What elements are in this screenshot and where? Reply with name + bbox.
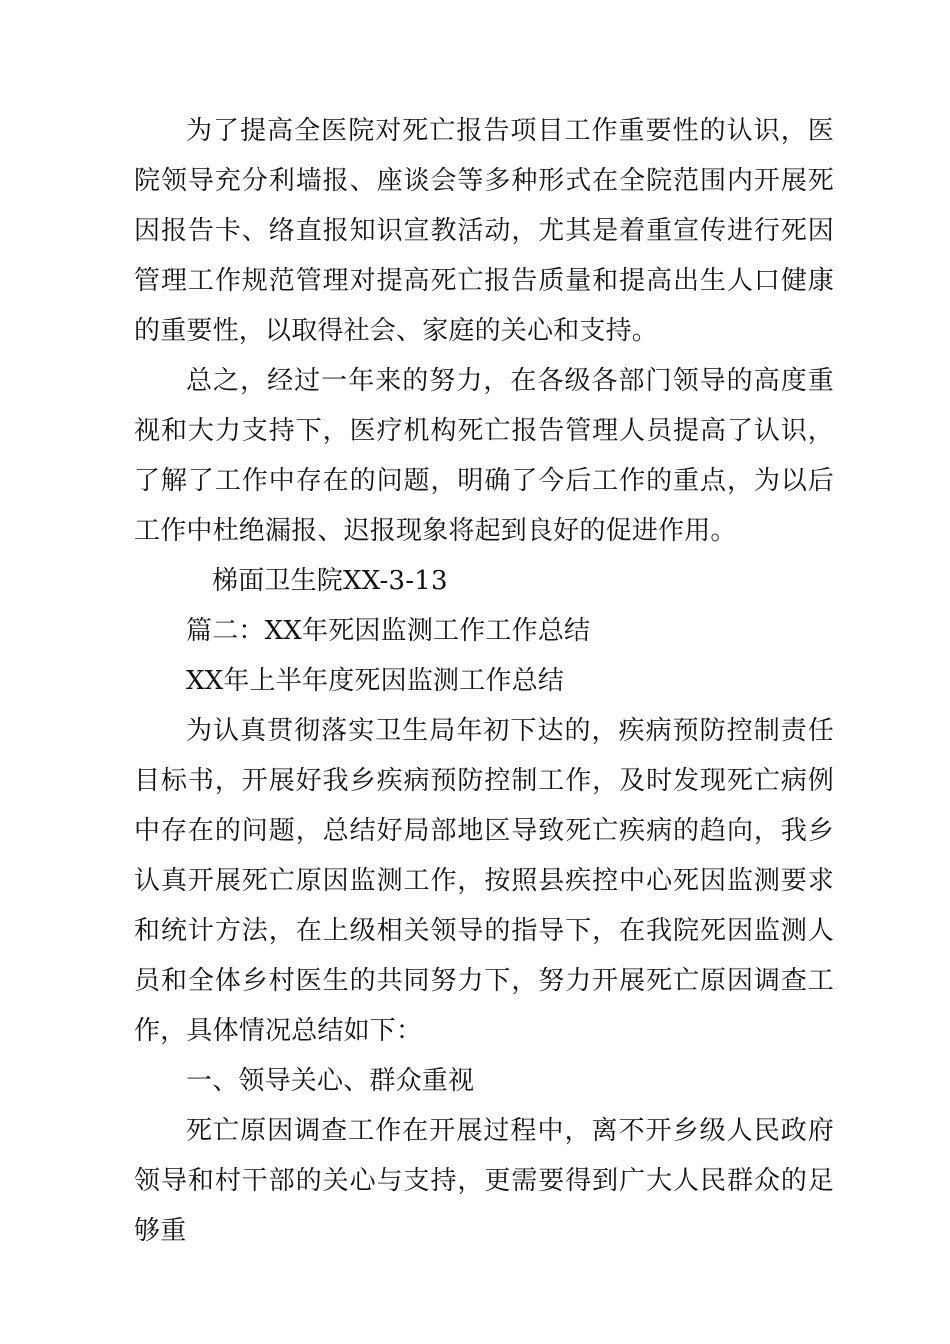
subsection-heading: 一、领导关心、群众重视 — [186, 1066, 475, 1096]
paragraph-introduction: 为认真贯彻落实卫生局年初下达的，疾病预防控制责任目标书，开展好我乡疾病预防控制工作，及时发现死亡病例中存在的问题，总结好局部地区导致死亡疾病的趋向，我乡认真开展死亡原因监测工作，按照县疾控中心死因监测要求和统计方法，在上级相关领导的指导下，在我院死因监测人员和全体乡村医生的共同努力下，努力开展死亡原因调查工作，具体情况总结如下： — [134, 716, 834, 1046]
paragraph-conclusion: 总之，经过一年来的努力，在各级各部门领导的高度重视和大力支持下，医疗机构死亡报告管理人员提高了认识，了解了工作中存在的问题，明确了今后工作的重点，为以后工作中杜绝漏报、迟报现象将起到良好的促进作用。 — [134, 366, 834, 546]
signature-line: 梯面卫生院XX-3-13 — [212, 566, 448, 596]
section-title: 篇二：XX年死因监测工作工作总结 — [186, 616, 591, 646]
report-title: XX年上半年度死因监测工作总结 — [186, 666, 565, 696]
paragraph-leadership: 死亡原因调查工作在开展过程中，离不开乡级人民政府领导和村干部的关心与支持，更需要得到广大人民群众的足够重 — [134, 1116, 834, 1246]
document-body — [134, 106, 834, 1256]
paragraph-publicity: 为了提高全医院对死亡报告项目工作重要性的认识，医院领导充分利墙报、座谈会等多种形式在全院范围内开展死因报告卡、络直报知识宣教活动，尤其是着重宣传进行死因管理工作规范管理对提高死亡报告质量和提高出生人口健康的重要性，以取得社会、家庭的关心和支持。 — [134, 116, 834, 346]
